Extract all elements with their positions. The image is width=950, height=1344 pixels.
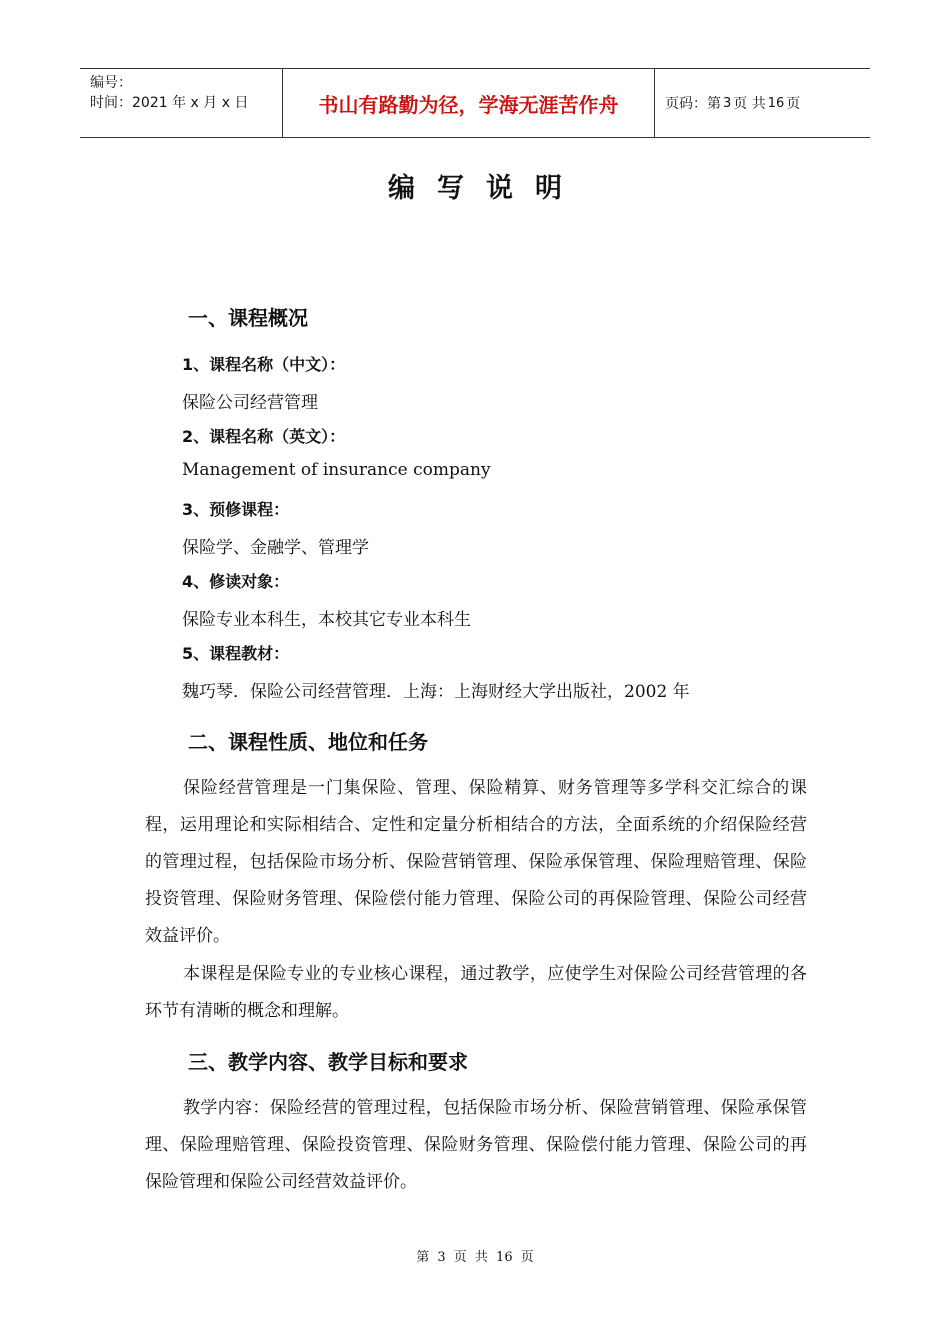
header-page-info [655,69,870,137]
item-1-value: 保险公司经营管理 [182,393,318,413]
header-left-cell [80,69,282,137]
section-2-heading: 二、课程性质、地位和任务 [188,730,428,754]
document-title: 编写说明 [388,173,584,204]
section-3-heading: 三、教学内容、教学目标和要求 [188,1050,468,1074]
page-mid: 页 共 [733,96,766,112]
page-current: 3 [723,95,732,111]
page-footer: 第 3 页 共 16 页 [416,1250,534,1265]
item-4-label: 4、修读对象： [182,572,290,591]
item-4-value: 保险专业本科生，本校其它专业本科生 [182,610,471,630]
page-total: 16 [767,95,785,111]
page-suffix: 页 [786,96,801,112]
item-5-value: 魏巧琴．保险公司经营管理．上海：上海财经大学出版社，2002 年 [182,682,690,702]
item-2-label: 2、课程名称（英文）： [182,427,346,446]
item-5-label: 5、课程教材： [182,644,290,663]
number-label: 编号： [90,75,132,91]
date-label: 时间：2021 年 x 月 x 日 [90,95,249,111]
header-table [80,68,870,138]
item-3-value: 保险学、金融学、管理学 [182,538,369,558]
item-1-label: 1、课程名称（中文）： [182,355,346,374]
section-2-paragraph-2: 本课程是保险专业的专业核心课程，通过教学，应使学生对保险公司经营管理的各环节有清晰的概念和理解。 [145,964,807,1021]
section-1-heading: 一、课程概况 [188,306,308,330]
header-motto: 书山有路勤为径，学海无涯苦作舟 [282,69,655,137]
item-2-value: Management of insurance company [182,460,491,480]
section-2-paragraph-1: 保险经营管理是一门集保险、管理、保险精算、财务管理等多学科交汇综合的课程，运用理论和实际相结合、定性和定量分析相结合的方法，全面系统的介绍保险经营的管理过程，包括保险市场分析、保险营销管理、保险承保管理、保险理赔管理、保险投资管理、保险财务管理、保险偿付能力管理、保险公司的再保险管理、保险公司经营效益评价。 [145,778,807,946]
item-3-label: 3、预修课程： [182,500,290,519]
page-prefix: 页码：第 [665,96,721,112]
section-3-paragraph-1: 教学内容：保险经营的管理过程，包括保险市场分析、保险营销管理、保险承保管理、保险理赔管理、保险投资管理、保险财务管理、保险偿付能力管理、保险公司的再保险管理和保险公司经营效益评价。 [145,1098,807,1192]
